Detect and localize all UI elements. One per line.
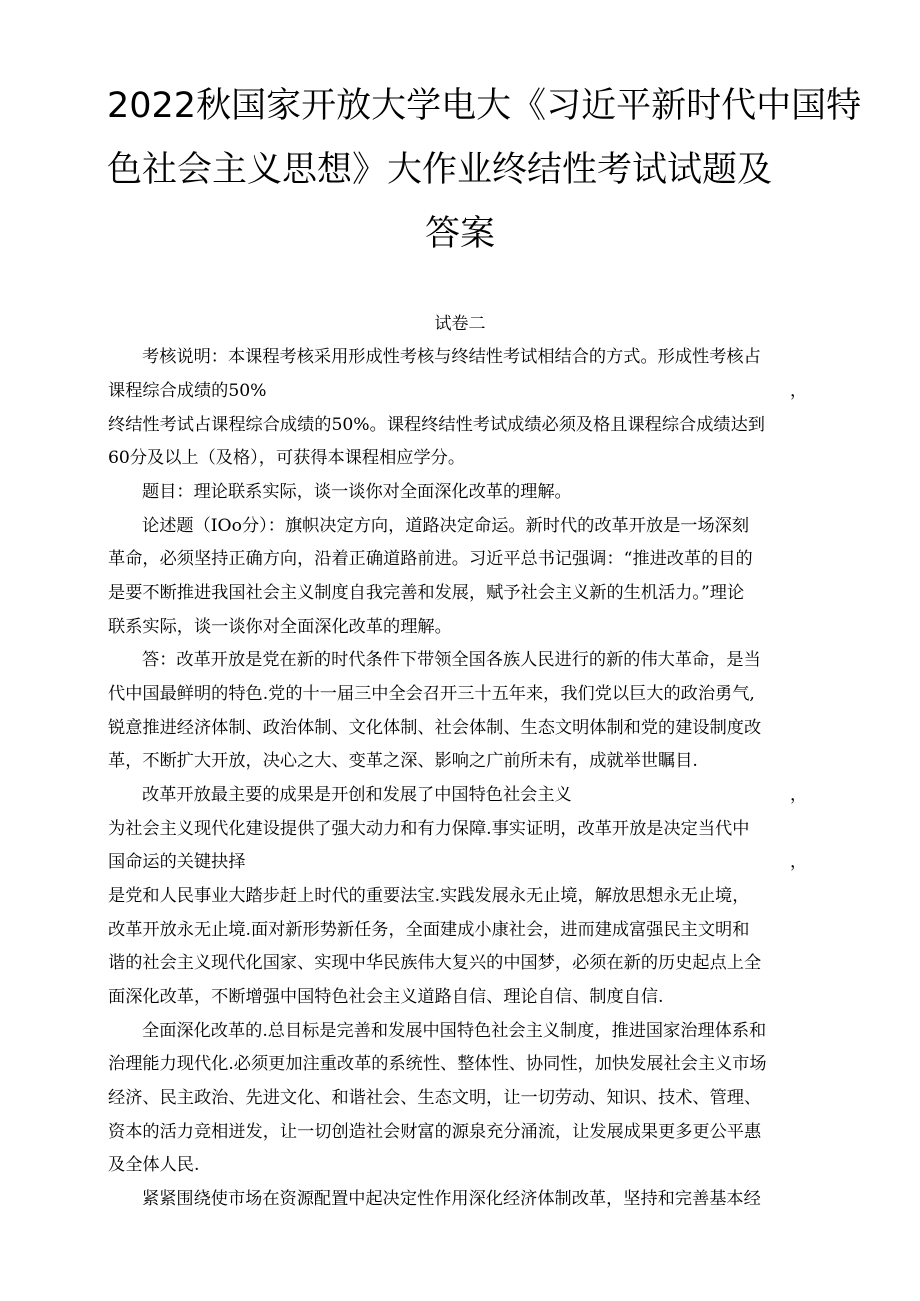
exam-paper-label: 试卷二 [434,314,486,334]
text-line: 革，不断扩大开放，决心之大、变革之深、影响之广前所未有，成就举世瞩目. [108,751,698,771]
document-title-line-1: 2022秋国家开放大学电大《习近平新时代中国特 [107,86,862,126]
text-line: 紧紧围绕使市场在资源配置中起决定性作用深化经济体制改革，坚持和完善基本经 [142,1189,761,1209]
text-line: 革命，必须坚持正确方向，沿着正确道路前进。习近平总书记强调：“推进改革的目的 [108,549,753,569]
text-line: 是要不断推进我国社会主义制度自我完善和发展，赋予社会主义新的生机活力。”理论 [108,583,745,603]
text-line: 及全体人民. [108,1155,200,1175]
text-line: 改革开放最主要的成果是开创和发展了中国特色社会主义 [142,785,572,805]
document-title-line-2: 色社会主义思想》大作业终结性考试试题及 [107,150,773,190]
text-line: 终结性考试占课程综合成绩的50%。课程终结性考试成绩必须及格且课程综合成绩达到 [108,415,765,435]
text-line: 全面深化改革的.总目标是完善和发展中国特色社会主义制度，推进国家治理体系和 [142,1021,767,1041]
question-topic: 题目：理论联系实际，谈一谈你对全面深化改革的理解。 [142,482,572,502]
text-line: 60分及以上（及格），可获得本课程相应学分。 [108,448,466,468]
text-line: 谐的社会主义现代化国家、实现中华民族伟大复兴的中国梦，必须在新的历史起点上全 [108,953,762,973]
trailing-comma: ， [790,785,807,805]
text-line: 代中国最鲜明的特色.党的十一届三中全会召开三十五年来，我们党以巨大的政治勇气, [108,684,755,704]
text-line: 考核说明：本课程考核采用形成性考核与终结性考试相结合的方式。形成性考核占 [142,347,761,367]
text-line: 面深化改革，不断增强中国特色社会主义道路自信、理论自信、制度自信. [108,987,664,1007]
text-line: 课程综合成绩的50% [108,381,267,401]
text-line: 为社会主义现代化建设提供了强大动力和有力保障.事实证明，改革开放是决定当代中 [108,819,750,839]
text-line: 资本的活力竞相迸发，让一切创造社会财富的源泉充分涌流，让发展成果更多更公平惠 [108,1122,762,1142]
document-title-line-3: 答案 [424,214,495,254]
text-line: 治理能力现代化.必须更加注重改革的系统性、整体性、协同性，加快发展社会主义市场 [108,1054,767,1074]
text-line: 国命运的关键抉择 [108,852,246,872]
text-line: 锐意推进经济体制、政治体制、文化体制、社会体制、生态文明体制和党的建设制度改 [108,718,762,738]
text-line: 经济、民主政治、先进文化、和谐社会、生态文明，让一切劳动、知识、技术、管理、 [108,1088,762,1108]
text-line: 联系实际，谈一谈你对全面深化改革的理解。 [108,617,452,637]
trailing-comma: ， [790,381,807,401]
text-line: 答：改革开放是党在新的时代条件下带领全国各族人民进行的新的伟大革命，是当 [142,650,761,670]
text-line: 是党和人民事业大踏步赶上时代的重要法宝.实践发展永无止境，解放思想永无止境， [108,886,750,906]
trailing-comma: ， [790,852,807,872]
text-line: 论述题（IOo分）：旗帜决定方向，道路决定命运。新时代的改革开放是一场深刻 [142,516,750,536]
text-line: 改革开放永无止境.面对新形势新任务，全面建成小康社会，进而建成富强民主文明和 [108,920,750,940]
